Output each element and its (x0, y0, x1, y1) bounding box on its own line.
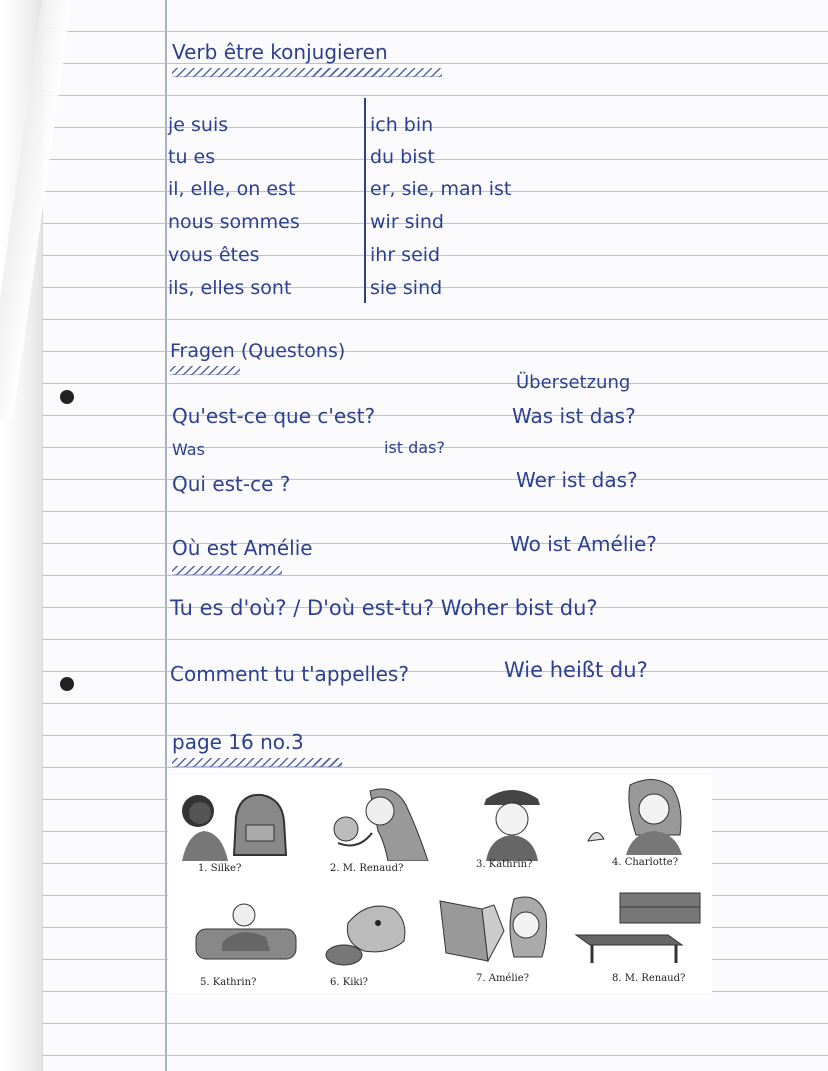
french-form: ils, elles sont (168, 277, 292, 299)
page-reference: page 16 no.3 (172, 730, 304, 754)
questions-underline (170, 366, 240, 375)
illustration-boy-cap (446, 781, 580, 887)
question-de: Wer ist das? (516, 468, 638, 492)
exercise-figure (168, 775, 712, 993)
caption: 5. Kathrin? (200, 977, 257, 988)
question-underline (172, 566, 282, 575)
french-form: nous sommes (168, 211, 300, 233)
question-fr: Qu'est-ce que c'est? (172, 404, 376, 428)
illustration-dog (308, 893, 442, 999)
french-form: vous êtes (168, 244, 260, 266)
questions-heading: Fragen (Questons) (170, 340, 346, 362)
title-underline (172, 68, 442, 77)
question-fr: Comment tu t'appelles? (170, 662, 409, 686)
caption: 8. M. Renaud? (612, 973, 686, 984)
german-form: wir sind (370, 211, 444, 233)
punch-hole (60, 390, 74, 404)
literal-was: Was (172, 440, 205, 459)
french-form: tu es (168, 146, 216, 168)
literal-ist-das: ist das? (384, 438, 445, 457)
page-title: Verb être konjugieren (172, 40, 388, 64)
caption: 3. Kathrin? (476, 859, 533, 870)
question-de: Wie heißt du? (504, 658, 648, 682)
question-fr: Où est Amélie (172, 536, 313, 560)
question-de: Wo ist Amélie? (510, 532, 657, 556)
german-form: ich bin (370, 114, 434, 136)
french-form: il, elle, on est (168, 178, 296, 200)
caption: 7. Amélie? (476, 973, 530, 984)
german-form: du bist (370, 146, 435, 168)
origin-question: Tu es d'où? / D'où est-tu? Woher bist du? (170, 596, 598, 620)
margin-line (165, 0, 167, 1071)
punch-hole (60, 677, 74, 691)
german-form: ihr seid (370, 244, 441, 266)
caption: 4. Charlotte? (612, 857, 679, 868)
table-divider (364, 98, 366, 303)
german-form: sie sind (370, 277, 443, 299)
german-form: er, sie, man ist (370, 178, 512, 200)
caption: 2. M. Renaud? (330, 863, 404, 874)
french-form: je suis (168, 114, 229, 136)
translation-heading: Übersetzung (516, 372, 631, 393)
caption: 6. Kiki? (330, 977, 369, 988)
question-fr: Qui est-ce ? (172, 472, 291, 496)
page-ref-underline (172, 758, 342, 767)
question-de: Was ist das? (512, 404, 636, 428)
caption: 1. Silke? (198, 863, 242, 874)
